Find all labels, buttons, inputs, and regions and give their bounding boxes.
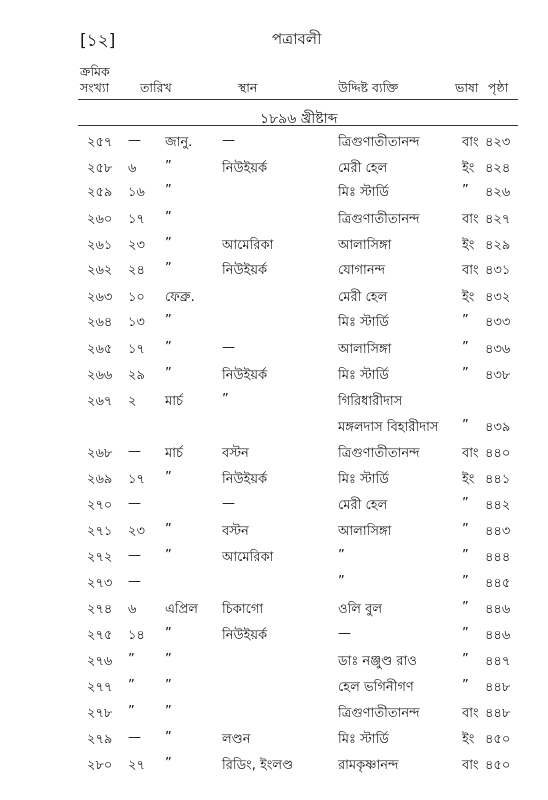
date-month: ”: [165, 366, 172, 381]
addressee: ত্রিগুণাতীতানন্দ: [338, 212, 420, 227]
place: ”: [222, 392, 229, 407]
page-ref: ৪২৬: [485, 185, 511, 200]
year-heading: ১৮৯৬ খ্রীষ্টাব্দ: [260, 111, 338, 127]
page-ref: ৪৩১: [485, 263, 511, 278]
language: ইং: [462, 290, 475, 305]
table-row: [0, 496, 548, 522]
date-day: ৬: [128, 161, 137, 176]
place: নিউইয়র্ক: [222, 368, 268, 383]
language: বাং: [462, 758, 479, 773]
page-ref: ৪৪৮: [485, 706, 511, 721]
serial-number: ২৭৭: [87, 680, 113, 695]
page-ref: ৪৩৬: [485, 342, 511, 357]
date-month: এপ্রিল: [165, 602, 198, 617]
serial-number: ২৬৩: [87, 290, 113, 305]
addressee: মিঃ স্টার্ডি: [338, 368, 389, 383]
table-row: [0, 418, 548, 444]
table-row: [0, 574, 548, 600]
header-addressee: উদ্দিষ্ট ব্যক্তি: [338, 80, 399, 95]
running-head: পত্রাবলী: [272, 30, 322, 48]
place: নিউইয়র্ক: [222, 161, 268, 176]
date-month: মার্চ: [165, 394, 184, 409]
language: বাং: [462, 135, 479, 150]
table-row: [0, 704, 548, 730]
serial-number: ২৬৯: [87, 472, 113, 487]
date-day: ২৪: [128, 263, 145, 278]
date-day: ১৭: [128, 342, 145, 357]
serial-number: ২৬২: [87, 263, 113, 278]
addressee: মেরী হেল: [338, 161, 388, 176]
date-month: ”: [165, 704, 172, 719]
table-row: [0, 340, 548, 366]
serial-number: ২৭৬: [87, 654, 113, 669]
date-day: —: [128, 444, 141, 459]
table-row: [0, 678, 548, 704]
table-row: [0, 210, 548, 236]
table-row: [0, 444, 548, 470]
serial-number: ২৭৪: [87, 602, 113, 617]
date-day: ২৩: [128, 524, 145, 539]
language: ”: [462, 652, 469, 667]
serial-number: ২৬১: [87, 238, 113, 253]
language: ”: [462, 574, 469, 589]
table-row: [0, 159, 548, 185]
place: বস্টন: [222, 524, 249, 539]
header-page: পৃষ্ঠা: [488, 80, 509, 95]
page-ref: ৪৪৮: [485, 680, 511, 695]
language: বাং: [462, 446, 479, 461]
language: ”: [462, 366, 469, 381]
serial-number: ২৭৩: [87, 576, 113, 591]
addressee: ”: [338, 574, 345, 589]
language: ”: [462, 626, 469, 641]
page-ref: ৪৪৭: [485, 654, 511, 669]
place: আমেরিকা: [222, 238, 274, 253]
place: —: [222, 340, 235, 355]
page-ref: ৪৪২: [485, 498, 511, 513]
table-row: [0, 600, 548, 626]
place: —: [222, 133, 235, 148]
serial-number: ২৭০: [87, 498, 113, 513]
page-number: [১২]: [80, 31, 116, 51]
addressee: মিঃ স্টার্ডি: [338, 472, 389, 487]
table-row: [0, 313, 548, 339]
header-place: স্থান: [238, 80, 258, 95]
serial-number: ২৭২: [87, 550, 113, 565]
language: ইং: [462, 161, 475, 176]
addressee: যোগানন্দ: [338, 263, 386, 278]
date-month: ”: [165, 313, 172, 328]
language: ”: [462, 418, 469, 433]
date-month: ”: [165, 470, 172, 485]
page-ref: ৪৫০: [485, 758, 511, 773]
addressee: মিঃ স্টার্ডি: [338, 315, 389, 330]
header-serial-top: ক্রমিক: [80, 64, 110, 79]
table-row: [0, 522, 548, 548]
date-month: ”: [165, 548, 172, 563]
date-day: —: [128, 574, 141, 589]
page-ref: ৪৩৩: [485, 315, 511, 330]
language: ”: [462, 313, 469, 328]
addressee: মিঃ স্টার্ডি: [338, 185, 389, 200]
year-rule: [78, 125, 518, 126]
language: ”: [462, 548, 469, 563]
page-ref: ৪২৭: [485, 212, 511, 227]
table-row: [0, 133, 548, 159]
language: ”: [462, 600, 469, 615]
header-rule: [78, 99, 518, 100]
date-month: ”: [165, 210, 172, 225]
addressee: মেরী হেল: [338, 290, 388, 305]
place: বস্টন: [222, 446, 249, 461]
serial-number: ২৬৮: [87, 446, 113, 461]
page-ref: ৪২৯: [485, 238, 511, 253]
date-day: ১৬: [128, 185, 145, 200]
serial-number: ২৬৭: [87, 394, 113, 409]
addressee: ত্রিগুণাতীতানন্দ: [338, 706, 420, 721]
page-ref: ৪৪১: [485, 472, 511, 487]
date-day: ১৪: [128, 628, 145, 643]
serial-number: ২৫৮: [87, 161, 113, 176]
page-ref: ৪২৪: [485, 161, 511, 176]
language: ”: [462, 522, 469, 537]
place: —: [222, 496, 235, 511]
table-row: [0, 288, 548, 314]
language: বাং: [462, 263, 479, 278]
language: বাং: [462, 706, 479, 721]
serial-number: ২৫৭: [87, 135, 113, 150]
table-row: [0, 366, 548, 392]
addressee: আলাসিঙ্গা: [338, 342, 392, 357]
serial-number: ২৭৯: [87, 732, 113, 747]
place: লণ্ডন: [222, 732, 251, 747]
table-row: [0, 756, 548, 782]
serial-number: ২৬৬: [87, 368, 113, 383]
header-language: ভাষা: [455, 80, 479, 95]
addressee: মঙ্গলদাস বিহারীদাস: [338, 420, 439, 435]
language: ”: [462, 496, 469, 511]
addressee: গিরিধারীদাস: [338, 394, 403, 409]
page-ref: ৪৪৪: [485, 550, 511, 565]
addressee: মেরী হেল: [338, 498, 388, 513]
date-day: —: [128, 133, 141, 148]
page-ref: ৪৩৮: [485, 368, 511, 383]
addressee: রামকৃষ্ণানন্দ: [338, 758, 399, 773]
date-day: —: [128, 496, 141, 511]
date-day: ১০: [128, 290, 145, 305]
page-ref: ৪৪৬: [485, 628, 511, 643]
language: ইং: [462, 732, 475, 747]
date-month: জানু.: [165, 135, 193, 150]
date-month: মার্চ: [165, 446, 184, 461]
addressee: —: [338, 626, 351, 641]
place: নিউইয়র্ক: [222, 472, 268, 487]
serial-number: ২৮০: [87, 758, 113, 773]
header-serial-bottom: সংখ্যা: [80, 80, 110, 95]
place: রিডিং, ইংলণ্ড: [222, 758, 294, 773]
page-ref: ৪৪৩: [485, 524, 511, 539]
table-row: [0, 183, 548, 209]
date-day: —: [128, 548, 141, 563]
place: আমেরিকা: [222, 550, 274, 565]
addressee: ”: [338, 548, 345, 563]
language: ইং: [462, 238, 475, 253]
serial-number: ২৬৫: [87, 342, 113, 357]
language: ”: [462, 183, 469, 198]
place: চিকাগো: [222, 602, 264, 617]
addressee: আলাসিঙ্গা: [338, 238, 392, 253]
table-row: [0, 730, 548, 756]
serial-number: ২৭১: [87, 524, 113, 539]
page-ref: ৪৩৯: [485, 420, 511, 435]
date-day: ২৭: [128, 758, 145, 773]
date-day: ১৩: [128, 315, 145, 330]
serial-number: ২৬০: [87, 212, 113, 227]
serial-number: ২৬৪: [87, 315, 113, 330]
date-month: ”: [165, 159, 172, 174]
date-month: ”: [165, 183, 172, 198]
addressee: ডাঃ নঞ্জুণ্ড রাও: [338, 654, 417, 669]
serial-number: ২৭৫: [87, 628, 113, 643]
addressee: ওলি বুল: [338, 602, 383, 617]
language: বাং: [462, 212, 479, 227]
date-day: ৬: [128, 602, 137, 617]
serial-number: ২৭৮: [87, 706, 113, 721]
date-day: ২৯: [128, 368, 145, 383]
date-day: —: [128, 730, 141, 745]
date-month: ”: [165, 678, 172, 693]
date-month: ”: [165, 261, 172, 276]
language: ”: [462, 678, 469, 693]
date-month: ”: [165, 236, 172, 251]
addressee: মিঃ স্টার্ডি: [338, 732, 389, 747]
date-month: ”: [165, 522, 172, 537]
addressee: ত্রিগুণাতীতানন্দ: [338, 446, 420, 461]
date-month: ”: [165, 626, 172, 641]
date-month: ”: [165, 652, 172, 667]
place: নিউইয়র্ক: [222, 628, 268, 643]
date-month: ”: [165, 340, 172, 355]
language: ”: [462, 340, 469, 355]
table-row: [0, 236, 548, 262]
date-day: ”: [128, 678, 135, 693]
page-ref: ৪২৩: [485, 135, 511, 150]
serial-number: ২৫৯: [87, 185, 113, 200]
date-day: ”: [128, 704, 135, 719]
page-ref: ৪৩২: [485, 290, 511, 305]
table-row: [0, 261, 548, 287]
addressee: ত্রিগুণাতীতানন্দ: [338, 135, 420, 150]
date-day: ১৭: [128, 212, 145, 227]
date-day: ”: [128, 652, 135, 667]
page-ref: ৪৪৫: [485, 576, 511, 591]
addressee: আলাসিঙ্গা: [338, 524, 392, 539]
language: ইং: [462, 472, 475, 487]
date-month: ”: [165, 730, 172, 745]
place: নিউইয়র্ক: [222, 263, 268, 278]
date-month: ফেব্রু.: [165, 290, 195, 305]
table-row: [0, 392, 548, 418]
page-ref: ৪৪৬: [485, 602, 511, 617]
header-date: তারিখ: [140, 80, 172, 95]
table-row: [0, 548, 548, 574]
date-day: ২: [128, 394, 137, 409]
table-row: [0, 626, 548, 652]
page-ref: ৪৫০: [485, 732, 511, 747]
date-day: ২৩: [128, 238, 145, 253]
table-row: [0, 470, 548, 496]
date-month: ”: [165, 756, 172, 771]
addressee: হেল ভগিনীগণ: [338, 680, 414, 695]
table-row: [0, 652, 548, 678]
date-day: ১৭: [128, 472, 145, 487]
page-ref: ৪৪০: [485, 446, 511, 461]
